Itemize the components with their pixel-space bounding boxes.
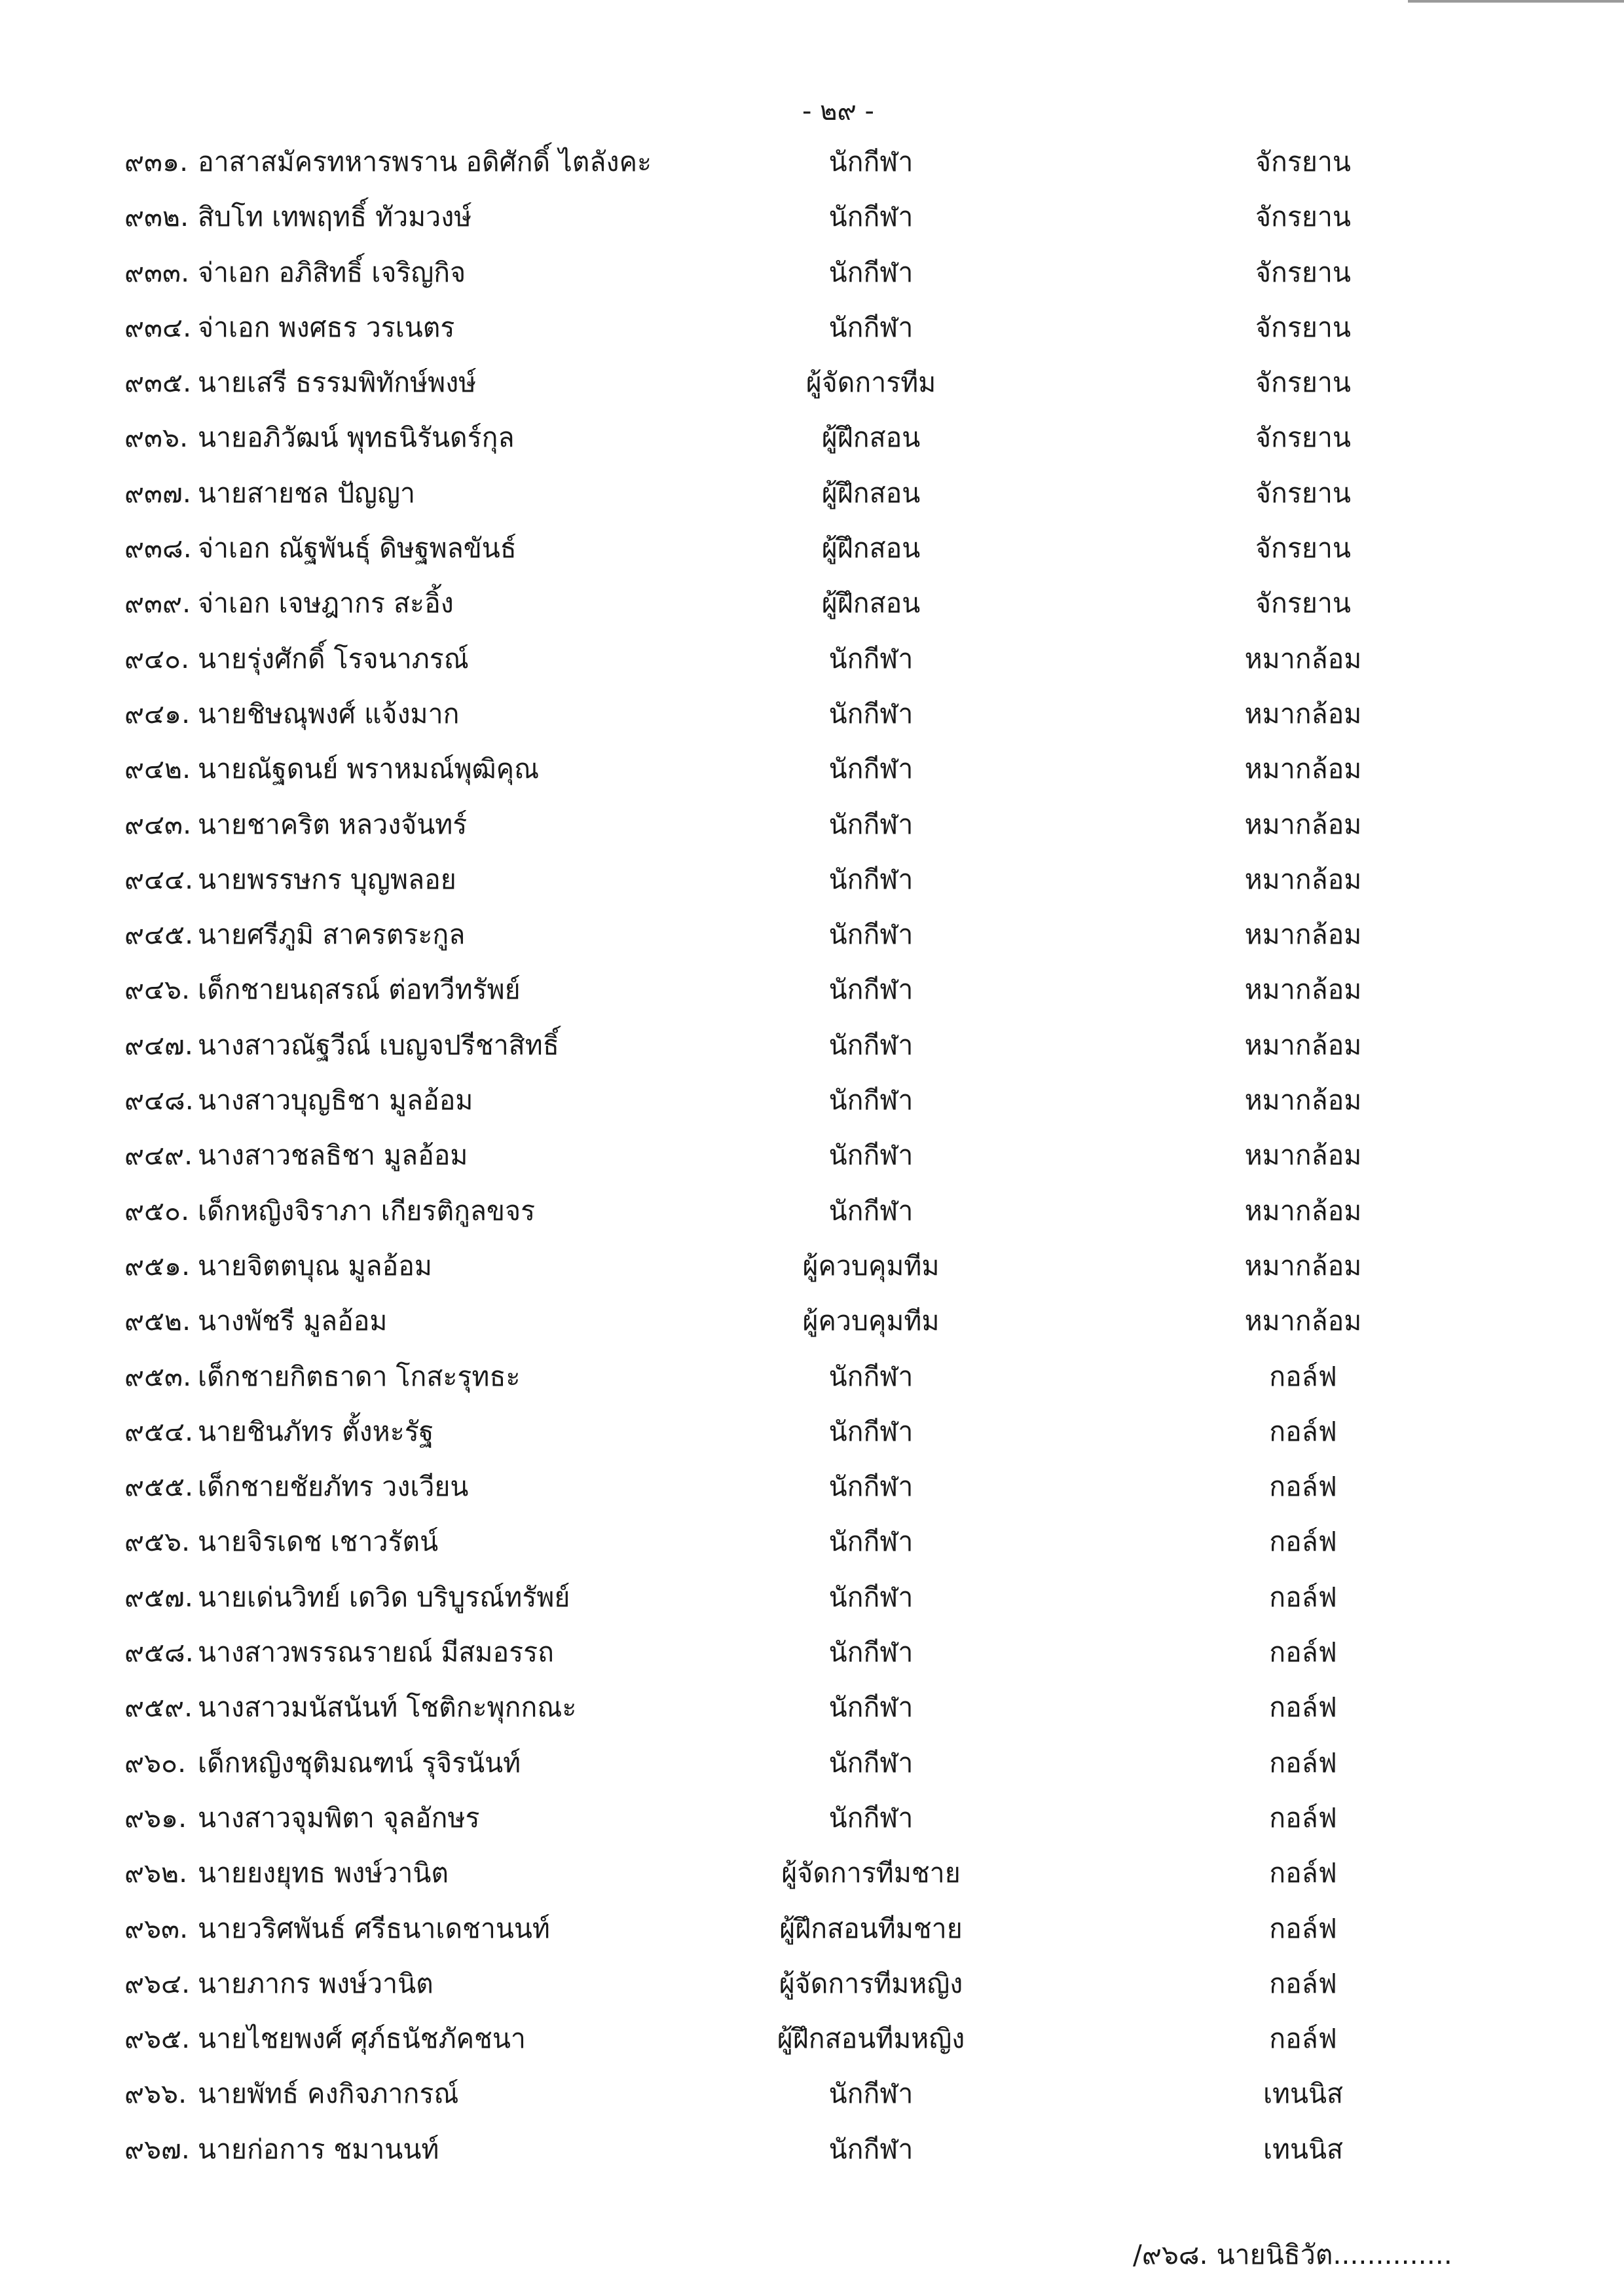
roster-row (0, 1680, 1624, 1735)
person-role: นักกีฬา (828, 1194, 913, 1227)
roster-row (0, 410, 1624, 465)
entry-number: ๙๖๔. (124, 1967, 191, 1999)
person-name: นายภากร พงษ์วานิต (198, 1967, 434, 1999)
sport-name: กอล์ฟ (1269, 1802, 1337, 1834)
person-role: นักกีฬา (828, 311, 913, 343)
entry-number: ๙๔๐. (124, 642, 190, 675)
sport-name: กอล์ฟ (1269, 1415, 1337, 1447)
roster-row (0, 797, 1624, 852)
person-role: นักกีฬา (828, 1636, 913, 1669)
person-name: นายยงยุทธ พงษ์วานิต (198, 1857, 449, 1889)
entry-number: ๙๓๘. (124, 532, 192, 564)
sport-name: หมากล้อม (1244, 1305, 1362, 1337)
person-role: นักกีฬา (828, 1471, 913, 1503)
sport-name: กอล์ฟ (1269, 1691, 1337, 1724)
roster-row (0, 1735, 1624, 1790)
sport-name: หมากล้อม (1244, 974, 1362, 1006)
person-name: นางสาวจุมพิตา จุลอักษร (198, 1802, 480, 1834)
entry-number: ๙๕๗. (124, 1581, 193, 1613)
person-role: นักกีฬา (828, 1139, 913, 1172)
person-name: เด็กชายกิตธาดา โกสะรุทธะ (198, 1360, 521, 1392)
entry-number: ๙๔๕. (124, 919, 194, 951)
person-name: นายสายชล ปัญญา (198, 477, 416, 509)
person-name: นายจิรเดช เชาวรัตน์ (198, 1526, 439, 1558)
continuation-note: /๙๖๘. นายนิธิวัต.............. (1133, 2239, 1452, 2270)
entry-number: ๙๔๔. (124, 863, 194, 895)
person-name: นายศรีภูมิ สาครตระกูล (198, 919, 466, 951)
person-name: นายเด่นวิทย์ เดวิด บริบูรณ์ทรัพย์ (198, 1581, 570, 1613)
roster-row (0, 245, 1624, 300)
roster-list (0, 134, 1624, 2177)
roster-row (0, 1845, 1624, 1900)
roster-row (0, 2011, 1624, 2066)
person-role: นักกีฬา (828, 146, 913, 177)
sport-name: หมากล้อม (1244, 1029, 1362, 1061)
person-role: ผู้จัดการทีมหญิง (779, 1967, 963, 1999)
person-name: นางสาวมนัสนันท์ โชติกะพุกกณะ (198, 1691, 577, 1724)
person-name: จ่าเอก พงศธร วรเนตร (198, 311, 455, 343)
person-name: นายจิตตบุณ มูลอ้อม (198, 1249, 432, 1282)
entry-number: ๙๓๙. (124, 587, 191, 619)
entry-number: ๙๕๑. (124, 1249, 191, 1282)
entry-number: ๙๕๘. (124, 1636, 194, 1669)
person-name: นายพัทธ์ คงกิจภากรณ์ (198, 2078, 459, 2110)
roster-row (0, 2066, 1624, 2121)
sport-name: หมากล้อม (1244, 1084, 1362, 1117)
person-name: นางสาวบุญธิชา มูลอ้อม (198, 1084, 473, 1117)
entry-number: ๙๔๙. (124, 1139, 193, 1172)
person-role: นักกีฬา (828, 2133, 913, 2165)
person-name: เด็กหญิงจิราภา เกียรติกูลขจร (198, 1194, 536, 1227)
person-role: นักกีฬา (828, 863, 913, 895)
entry-number: ๙๕๙. (124, 1691, 193, 1724)
person-role: นักกีฬา (828, 2078, 913, 2110)
person-role: นักกีฬา (828, 1581, 913, 1613)
roster-row (0, 1073, 1624, 1128)
roster-row (0, 1901, 1624, 1956)
person-name: เด็กชายนฤสรณ์ ต่อทวีทรัพย์ (198, 974, 521, 1006)
entry-number: ๙๖๕. (124, 2023, 191, 2055)
person-role: นักกีฬา (828, 697, 913, 730)
roster-row (0, 1293, 1624, 1348)
roster-row (0, 466, 1624, 521)
person-name: เด็กชายชัยภัทร วงเวียน (198, 1471, 469, 1503)
entry-number: ๙๖๒. (124, 1857, 188, 1889)
person-name: นางสาวณัฐวีณ์ เบญจปรีชาสิทธิ์ (198, 1029, 559, 1061)
top-edge-rule (1408, 0, 1624, 3)
roster-row (0, 1183, 1624, 1238)
entry-number: ๙๕๕. (124, 1471, 194, 1503)
person-name: นายชาคริต หลวงจันทร์ (198, 808, 468, 840)
person-name: นายชินภัทร ตั้งหะรัฐ (198, 1415, 434, 1447)
sport-name: เทนนิส (1263, 2133, 1344, 2165)
person-role: ผู้ฝึกสอนทีมชาย (779, 1912, 963, 1944)
person-role: นักกีฬา (828, 1029, 913, 1061)
roster-row (0, 1514, 1624, 1569)
person-name: นายก่อการ ชมานนท์ (198, 2133, 439, 2165)
roster-row (0, 741, 1624, 796)
roster-row (0, 686, 1624, 741)
sport-name: หมากล้อม (1244, 808, 1362, 840)
roster-row (0, 1459, 1624, 1514)
sport-name: หมากล้อม (1244, 863, 1362, 895)
sport-name: กอล์ฟ (1269, 1471, 1337, 1503)
roster-row (0, 1790, 1624, 1845)
person-role: นักกีฬา (828, 201, 913, 233)
roster-row (0, 2122, 1624, 2177)
entry-number: ๙๓๕. (124, 367, 192, 399)
sport-name: กอล์ฟ (1269, 1636, 1337, 1669)
roster-row (0, 962, 1624, 1017)
sport-name: จักรยาน (1255, 587, 1351, 619)
person-role: นักกีฬา (828, 642, 913, 675)
person-name: นายเสรี ธรรมพิทักษ์พงษ์ (198, 367, 477, 399)
roster-row (0, 1349, 1624, 1404)
person-role: นักกีฬา (828, 808, 913, 840)
sport-name: จักรยาน (1255, 311, 1351, 343)
roster-row (0, 300, 1624, 355)
person-role: ผู้จัดการทีมชาย (781, 1857, 961, 1889)
person-role: ผู้ฝึกสอน (821, 477, 921, 509)
sport-name: จักรยาน (1255, 146, 1351, 177)
entry-number: ๙๔๓. (124, 808, 192, 840)
entry-number: ๙๖๖. (124, 2078, 187, 2110)
person-role: ผู้ควบคุมทีม (802, 1249, 940, 1282)
sport-name: จักรยาน (1255, 532, 1351, 564)
person-name: นายณัฐดนย์ พราหมณ์พุฒิคุณ (198, 753, 540, 785)
roster-row (0, 134, 1624, 189)
entry-number: ๙๕๒. (124, 1305, 191, 1337)
sport-name: หมากล้อม (1244, 697, 1362, 730)
person-role: นักกีฬา (828, 919, 913, 951)
sport-name: จักรยาน (1255, 201, 1351, 233)
sport-name: หมากล้อม (1244, 1139, 1362, 1172)
person-role: นักกีฬา (828, 1747, 913, 1779)
person-role: ผู้ฝึกสอน (821, 532, 921, 564)
sport-name: กอล์ฟ (1269, 1747, 1337, 1779)
person-name: สิบโท เทพฤทธิ์ ทัวมวงษ์ (198, 201, 472, 233)
person-role: นักกีฬา (828, 753, 913, 785)
sport-name: กอล์ฟ (1269, 2023, 1337, 2055)
sport-name: จักรยาน (1255, 477, 1351, 509)
sport-name: จักรยาน (1255, 256, 1351, 288)
person-role: ผู้ฝึกสอนทีมหญิง (777, 2023, 965, 2055)
entry-number: ๙๖๓. (124, 1912, 189, 1944)
sport-name: เทนนิส (1263, 2078, 1344, 2110)
roster-row (0, 521, 1624, 576)
entry-number: ๙๔๗. (124, 1029, 193, 1061)
entry-number: ๙๔๑. (124, 697, 191, 730)
person-name: นายอภิวัฒน์ พุทธนิรันดร์กุล (198, 422, 515, 454)
person-role: ผู้ฝึกสอน (821, 422, 921, 454)
roster-row (0, 1238, 1624, 1293)
entry-number: ๙๖๗. (124, 2133, 190, 2165)
roster-row (0, 907, 1624, 962)
sport-name: กอล์ฟ (1269, 1967, 1337, 1999)
person-name: นายพรรษกร บุญพลอย (198, 863, 456, 895)
entry-number: ๙๔๒. (124, 753, 191, 785)
roster-row (0, 189, 1624, 244)
person-name: นางสาวพรรณรายณ์ มีสมอรรถ (198, 1636, 554, 1669)
roster-row (0, 1956, 1624, 2011)
person-role: นักกีฬา (828, 1802, 913, 1834)
person-role: นักกีฬา (828, 1084, 913, 1117)
roster-row (0, 1570, 1624, 1625)
entry-number: ๙๓๒. (124, 201, 189, 233)
entry-number: ๙๔๖. (124, 974, 191, 1006)
sport-name: กอล์ฟ (1269, 1360, 1337, 1392)
person-name: นายรุ่งศักดิ์ โรจนาภรณ์ (198, 642, 469, 675)
entry-number: ๙๓๖. (124, 422, 189, 454)
person-name: จ่าเอก เจษฎากร สะอิ้ง (198, 587, 454, 619)
entry-number: ๙๓๗. (124, 477, 191, 509)
roster-row (0, 355, 1624, 410)
person-role: นักกีฬา (828, 1526, 913, 1558)
sport-name: หมากล้อม (1244, 642, 1362, 675)
sport-name: หมากล้อม (1244, 753, 1362, 785)
person-name: อาสาสมัครทหารพราน อดิศักดิ์ ไตลังคะ (198, 146, 652, 177)
person-name: นายชิษณุพงศ์ แจ้งมาก (198, 697, 460, 730)
entry-number: ๙๓๔. (124, 311, 192, 343)
entry-number: ๙๔๘. (124, 1084, 194, 1117)
person-role: ผู้จัดการทีม (805, 367, 936, 399)
person-name: นายวริศพันธ์ ศรีธนาเดชานนท์ (198, 1912, 550, 1944)
roster-row (0, 631, 1624, 686)
person-role: ผู้ควบคุมทีม (802, 1305, 940, 1337)
page-number: - ๒๙ - (802, 96, 874, 126)
entry-number: ๙๓๓. (124, 256, 190, 288)
person-name: นางสาวชลธิชา มูลอ้อม (198, 1139, 468, 1172)
person-role: นักกีฬา (828, 1360, 913, 1392)
entry-number: ๙๓๑. (124, 146, 189, 177)
person-role: นักกีฬา (828, 974, 913, 1006)
sport-name: กอล์ฟ (1269, 1581, 1337, 1613)
person-role: นักกีฬา (828, 256, 913, 288)
entry-number: ๙๖๐. (124, 1747, 187, 1779)
roster-row (0, 1625, 1624, 1680)
sport-name: จักรยาน (1255, 422, 1351, 454)
sport-name: หมากล้อม (1244, 919, 1362, 951)
person-name: จ่าเอก ณัฐพันธุ์ ดิษฐพลขันธ์ (198, 532, 517, 564)
entry-number: ๙๖๑. (124, 1802, 187, 1834)
roster-row (0, 1404, 1624, 1459)
person-role: นักกีฬา (828, 1691, 913, 1724)
roster-row (0, 852, 1624, 907)
roster-row (0, 1018, 1624, 1073)
sport-name: กอล์ฟ (1269, 1857, 1337, 1889)
entry-number: ๙๕๔. (124, 1415, 194, 1447)
person-name: นายไชยพงศ์ ศุภ์ธนัชภัคชนา (198, 2023, 526, 2055)
entry-number: ๙๕๓. (124, 1360, 192, 1392)
entry-number: ๙๕๖. (124, 1526, 191, 1558)
person-name: จ่าเอก อภิสิทธิ์ เจริญกิจ (198, 256, 466, 288)
person-name: นางพัชรี มูลอ้อม (198, 1305, 388, 1337)
sport-name: หมากล้อม (1244, 1194, 1362, 1227)
roster-row (0, 576, 1624, 631)
sport-name: กอล์ฟ (1269, 1912, 1337, 1944)
roster-row (0, 1128, 1624, 1183)
sport-name: จักรยาน (1255, 367, 1351, 399)
person-role: ผู้ฝึกสอน (821, 587, 921, 619)
entry-number: ๙๕๐. (124, 1194, 190, 1227)
sport-name: กอล์ฟ (1269, 1526, 1337, 1558)
person-role: นักกีฬา (828, 1415, 913, 1447)
sport-name: หมากล้อม (1244, 1249, 1362, 1282)
person-name: เด็กหญิงชุติมณฑน์ รุจิรนันท์ (198, 1747, 521, 1779)
